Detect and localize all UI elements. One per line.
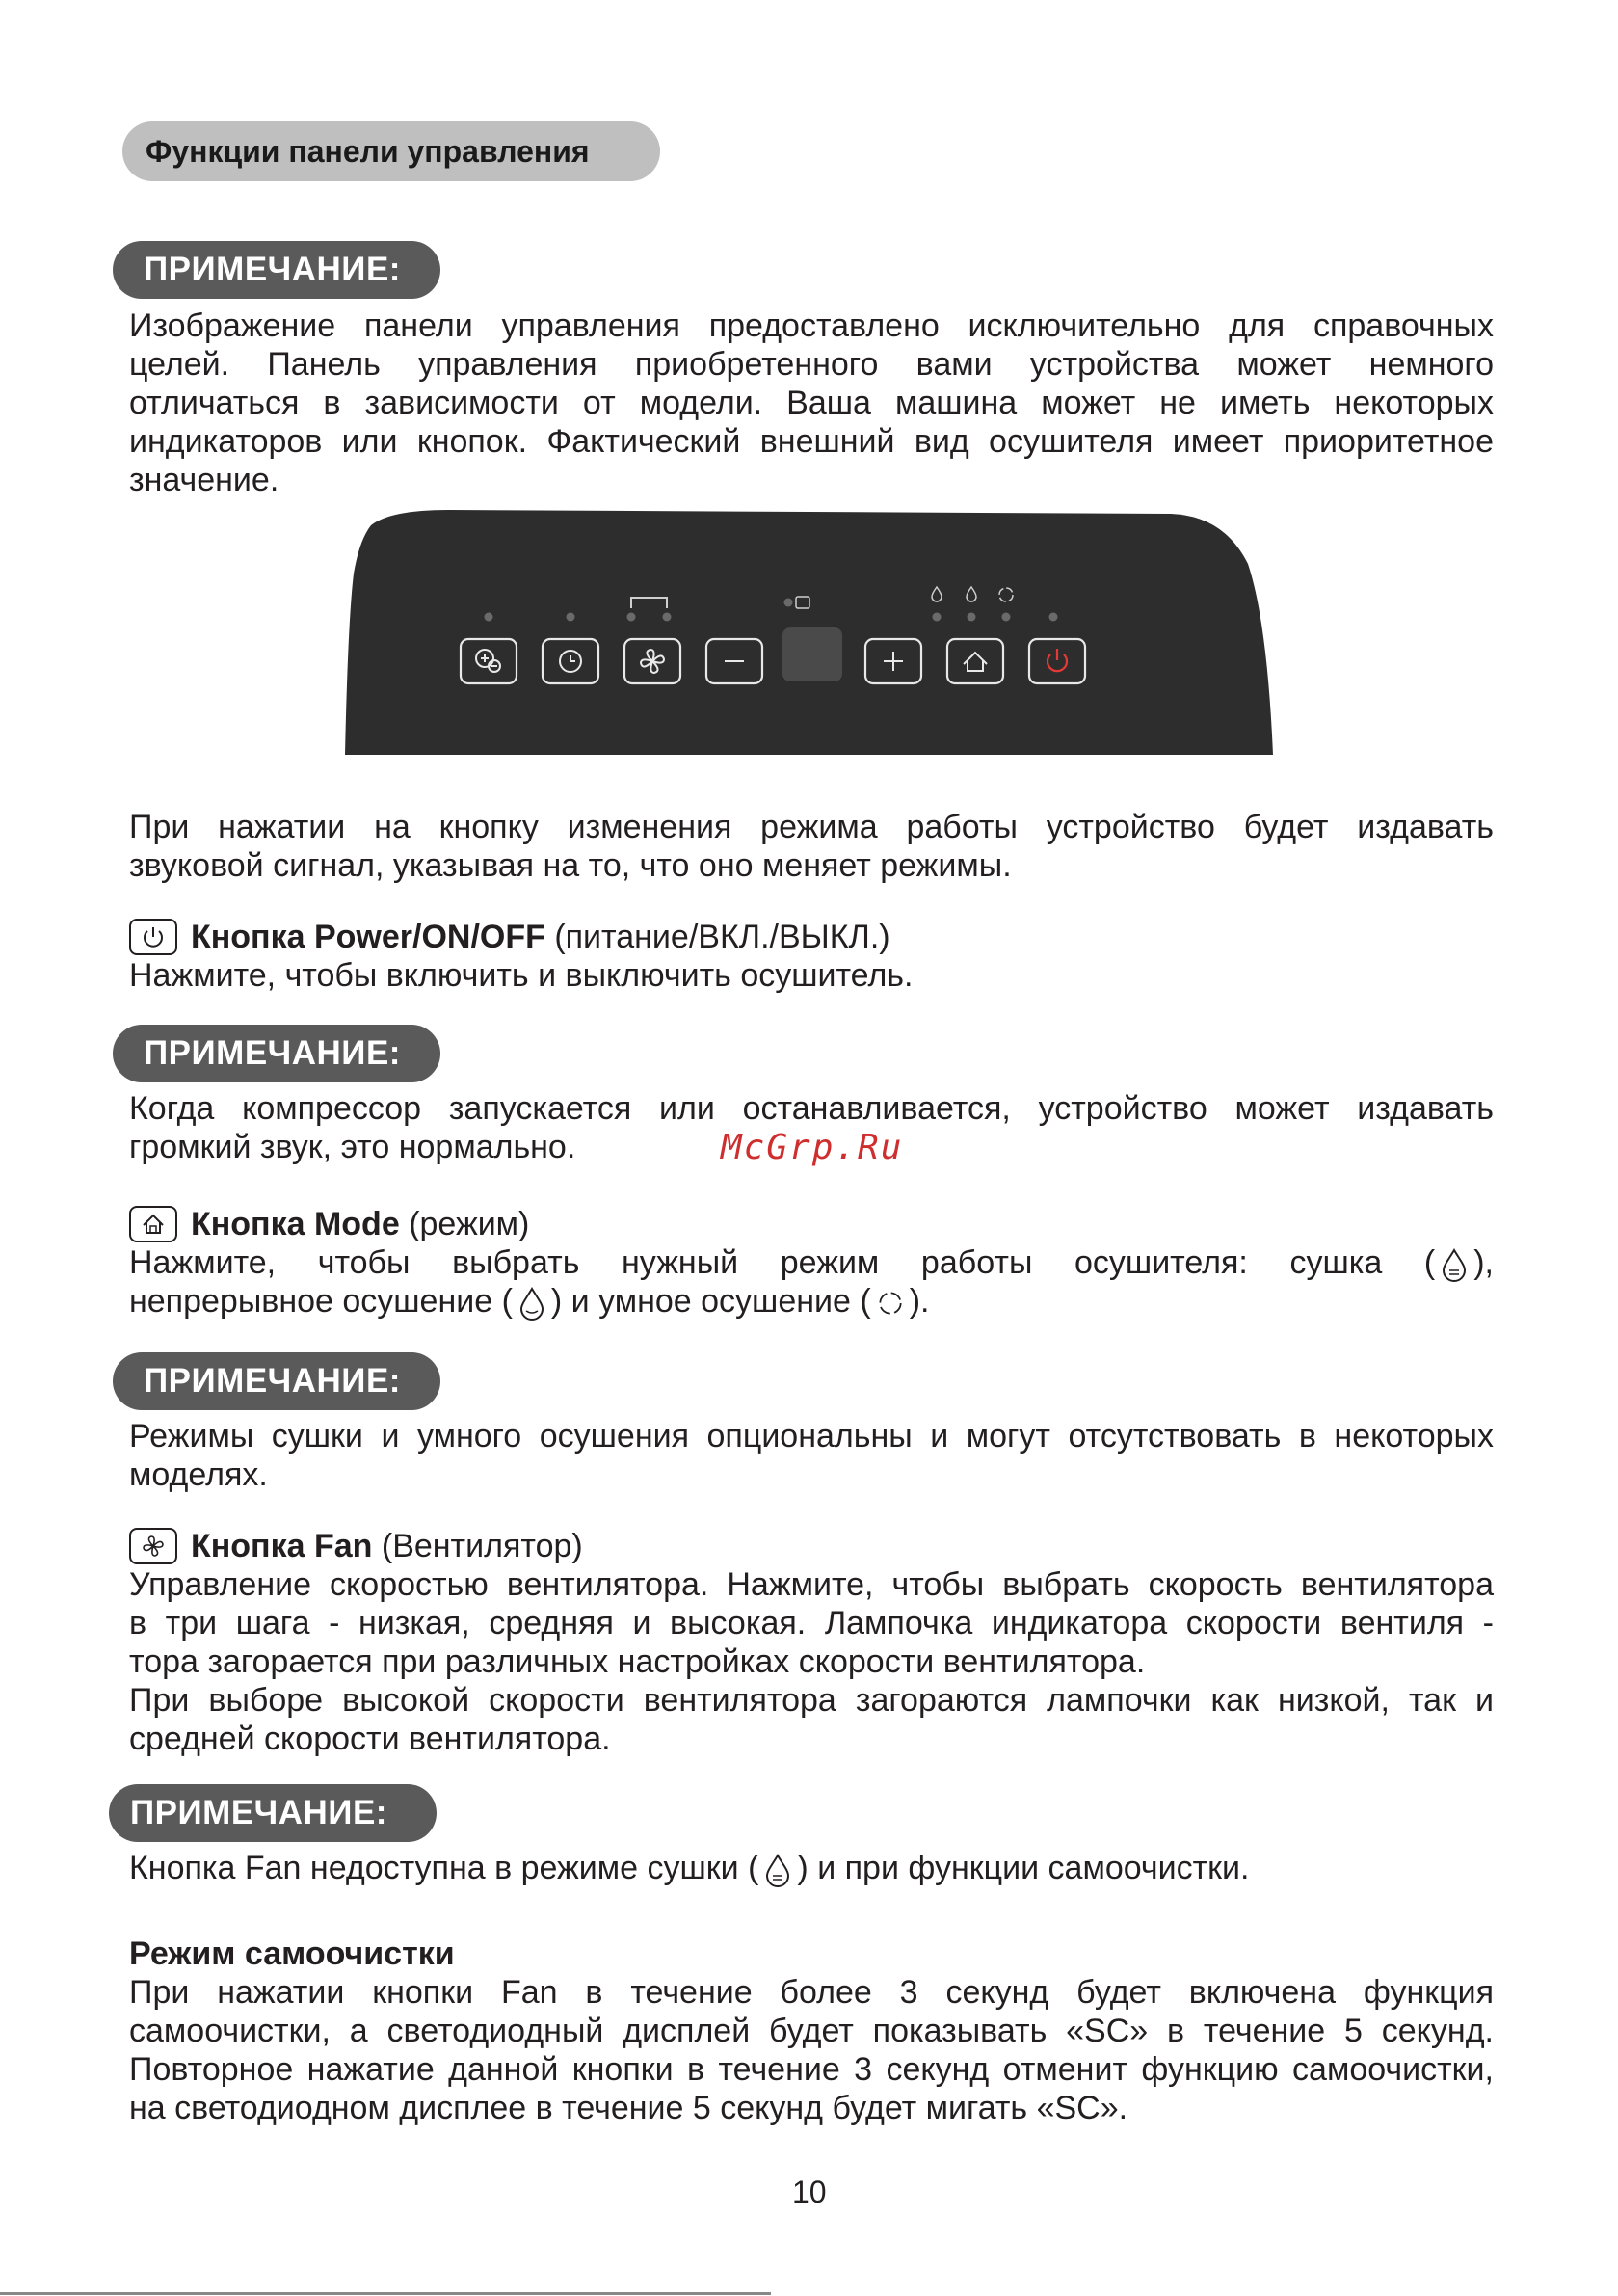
continuous-drop-icon	[517, 1286, 547, 1321]
intro-line: Изображение панели управления предоставлено исключительно для справочных	[129, 307, 1494, 344]
selfclean-line: Повторное нажатие данной кнопки в течение 3 секунд отменит функцию самоочистки,	[129, 2051, 1494, 2088]
fan-subtitle: (Вентилятор)	[381, 1528, 583, 1564]
drying-drop-icon	[762, 1853, 793, 1887]
drying-drop-icon	[1439, 1247, 1470, 1282]
fan-note-paragraph	[129, 1849, 1494, 1887]
intro-line: целей. Панель управления приобретенного вами устройства может немного	[129, 346, 1494, 383]
fan-line: средней скорости вентилятора.	[129, 1721, 611, 1757]
compressor-line: Когда компрессор запускается или останавливается, устройство может издавать	[129, 1090, 1494, 1127]
note-badge-label: ПРИМЕЧАНИЕ:	[144, 1034, 401, 1072]
power-heading	[129, 918, 890, 956]
mode-description	[129, 1243, 1494, 1321]
page-number: 10	[792, 2175, 827, 2209]
intro-paragraph	[129, 307, 1494, 499]
fan-line: Управление скоростью вентилятора. Нажмите, чтобы выбрать скорость вентилятора	[129, 1566, 1494, 1603]
intro-line: отличаться в зависимости от модели. Ваша машина может не иметь некоторых	[129, 385, 1494, 421]
modes-note-paragraph	[129, 1417, 1494, 1494]
beep-paragraph	[129, 808, 1494, 885]
beep-line: звуковой сигнал, указывая на то, что оно меняет режимы.	[129, 847, 1012, 884]
note-badge-1	[113, 241, 440, 299]
mode-text: непрерывное осушение (	[129, 1283, 513, 1321]
home-mode-icon	[129, 1206, 177, 1242]
power-title: Кнопка Power/ON/OFF	[191, 919, 545, 955]
fan-line: При выборе высокой скорости вентилятора загораются лампочки как низкой, так и	[129, 1682, 1494, 1719]
fan-heading	[129, 1527, 583, 1565]
mode-heading	[129, 1205, 529, 1243]
compressor-line: громкий звук, это нормально.	[129, 1129, 576, 1165]
watermark: McGrp.Ru	[721, 1128, 904, 1167]
power-text: Нажмите, чтобы включить и выключить осушитель.	[129, 957, 914, 994]
bottom-rule	[0, 2292, 771, 2295]
control-panel-illustration	[342, 506, 1277, 757]
selfclean-line: самоочистки, а светодиодный дисплей будет показывать «SC» в течение 5 секунд.	[129, 2013, 1494, 2049]
mode-line-2	[129, 1282, 1494, 1321]
note-badge-2	[113, 1025, 440, 1082]
note-badge-3	[113, 1352, 440, 1410]
note-badge-label: ПРИМЕЧАНИЕ:	[144, 251, 401, 288]
selfclean-line: на светодиодном дисплее в течение 5 секунд будет мигать «SC».	[129, 2090, 1128, 2126]
beep-line: При нажатии на кнопку изменения режима работы устройство будет издавать	[129, 809, 1494, 845]
selfclean-title: Режим самоочистки	[129, 1936, 455, 1972]
section-title-text: Функции панели управления	[146, 133, 590, 169]
fan-note-text: ) и при функции самоочистки.	[797, 1850, 1250, 1886]
selfclean-line: При нажатии кнопки Fan в течение более 3 секунд будет включена функция	[129, 1974, 1494, 2011]
fan-line: тора загорается при различных настройках скорости вентилятора.	[129, 1643, 1146, 1680]
intro-line: значение.	[129, 462, 279, 498]
fan-line: в три шага - низкая, средняя и высокая. Лампочка индикатора скорости вентиля -	[129, 1605, 1494, 1642]
note-badge-label: ПРИМЕЧАНИЕ:	[144, 1362, 401, 1400]
note-badge-4	[109, 1784, 437, 1842]
fan-description	[129, 1565, 1494, 1758]
mode-text: ) и умное осушение (	[550, 1283, 871, 1321]
smart-dehumidify-icon	[875, 1286, 906, 1321]
mode-line-1	[129, 1243, 1494, 1282]
fan-title: Кнопка Fan	[191, 1528, 373, 1564]
section-title	[122, 121, 660, 181]
note-badge-label: ПРИМЕЧАНИЕ:	[130, 1794, 387, 1831]
mode-text: ).	[909, 1283, 930, 1321]
fan-icon	[129, 1528, 177, 1564]
mode-subtitle: (режим)	[409, 1206, 530, 1242]
modes-note-line: моделях.	[129, 1456, 268, 1493]
mode-text: ),	[1473, 1244, 1494, 1281]
intro-line: индикаторов или кнопок. Фактический внешний вид осушителя имеет приоритетное	[129, 423, 1494, 460]
selfclean-description	[129, 1973, 1494, 2127]
power-subtitle: (питание/ВКЛ./ВЫКЛ.)	[554, 919, 890, 955]
power-description	[129, 956, 1494, 995]
fan-note-line	[129, 1849, 1494, 1887]
mode-title: Кнопка Mode	[191, 1206, 400, 1242]
power-icon	[129, 919, 177, 955]
mode-text: Нажмите, чтобы выбрать нужный режим работы осушителя: сушка (	[129, 1244, 1436, 1281]
modes-note-line: Режимы сушки и умного осушения опциональны и могут отсутствовать в некоторых	[129, 1418, 1494, 1455]
fan-note-text: Кнопка Fan недоступна в режиме сушки (	[129, 1850, 759, 1886]
